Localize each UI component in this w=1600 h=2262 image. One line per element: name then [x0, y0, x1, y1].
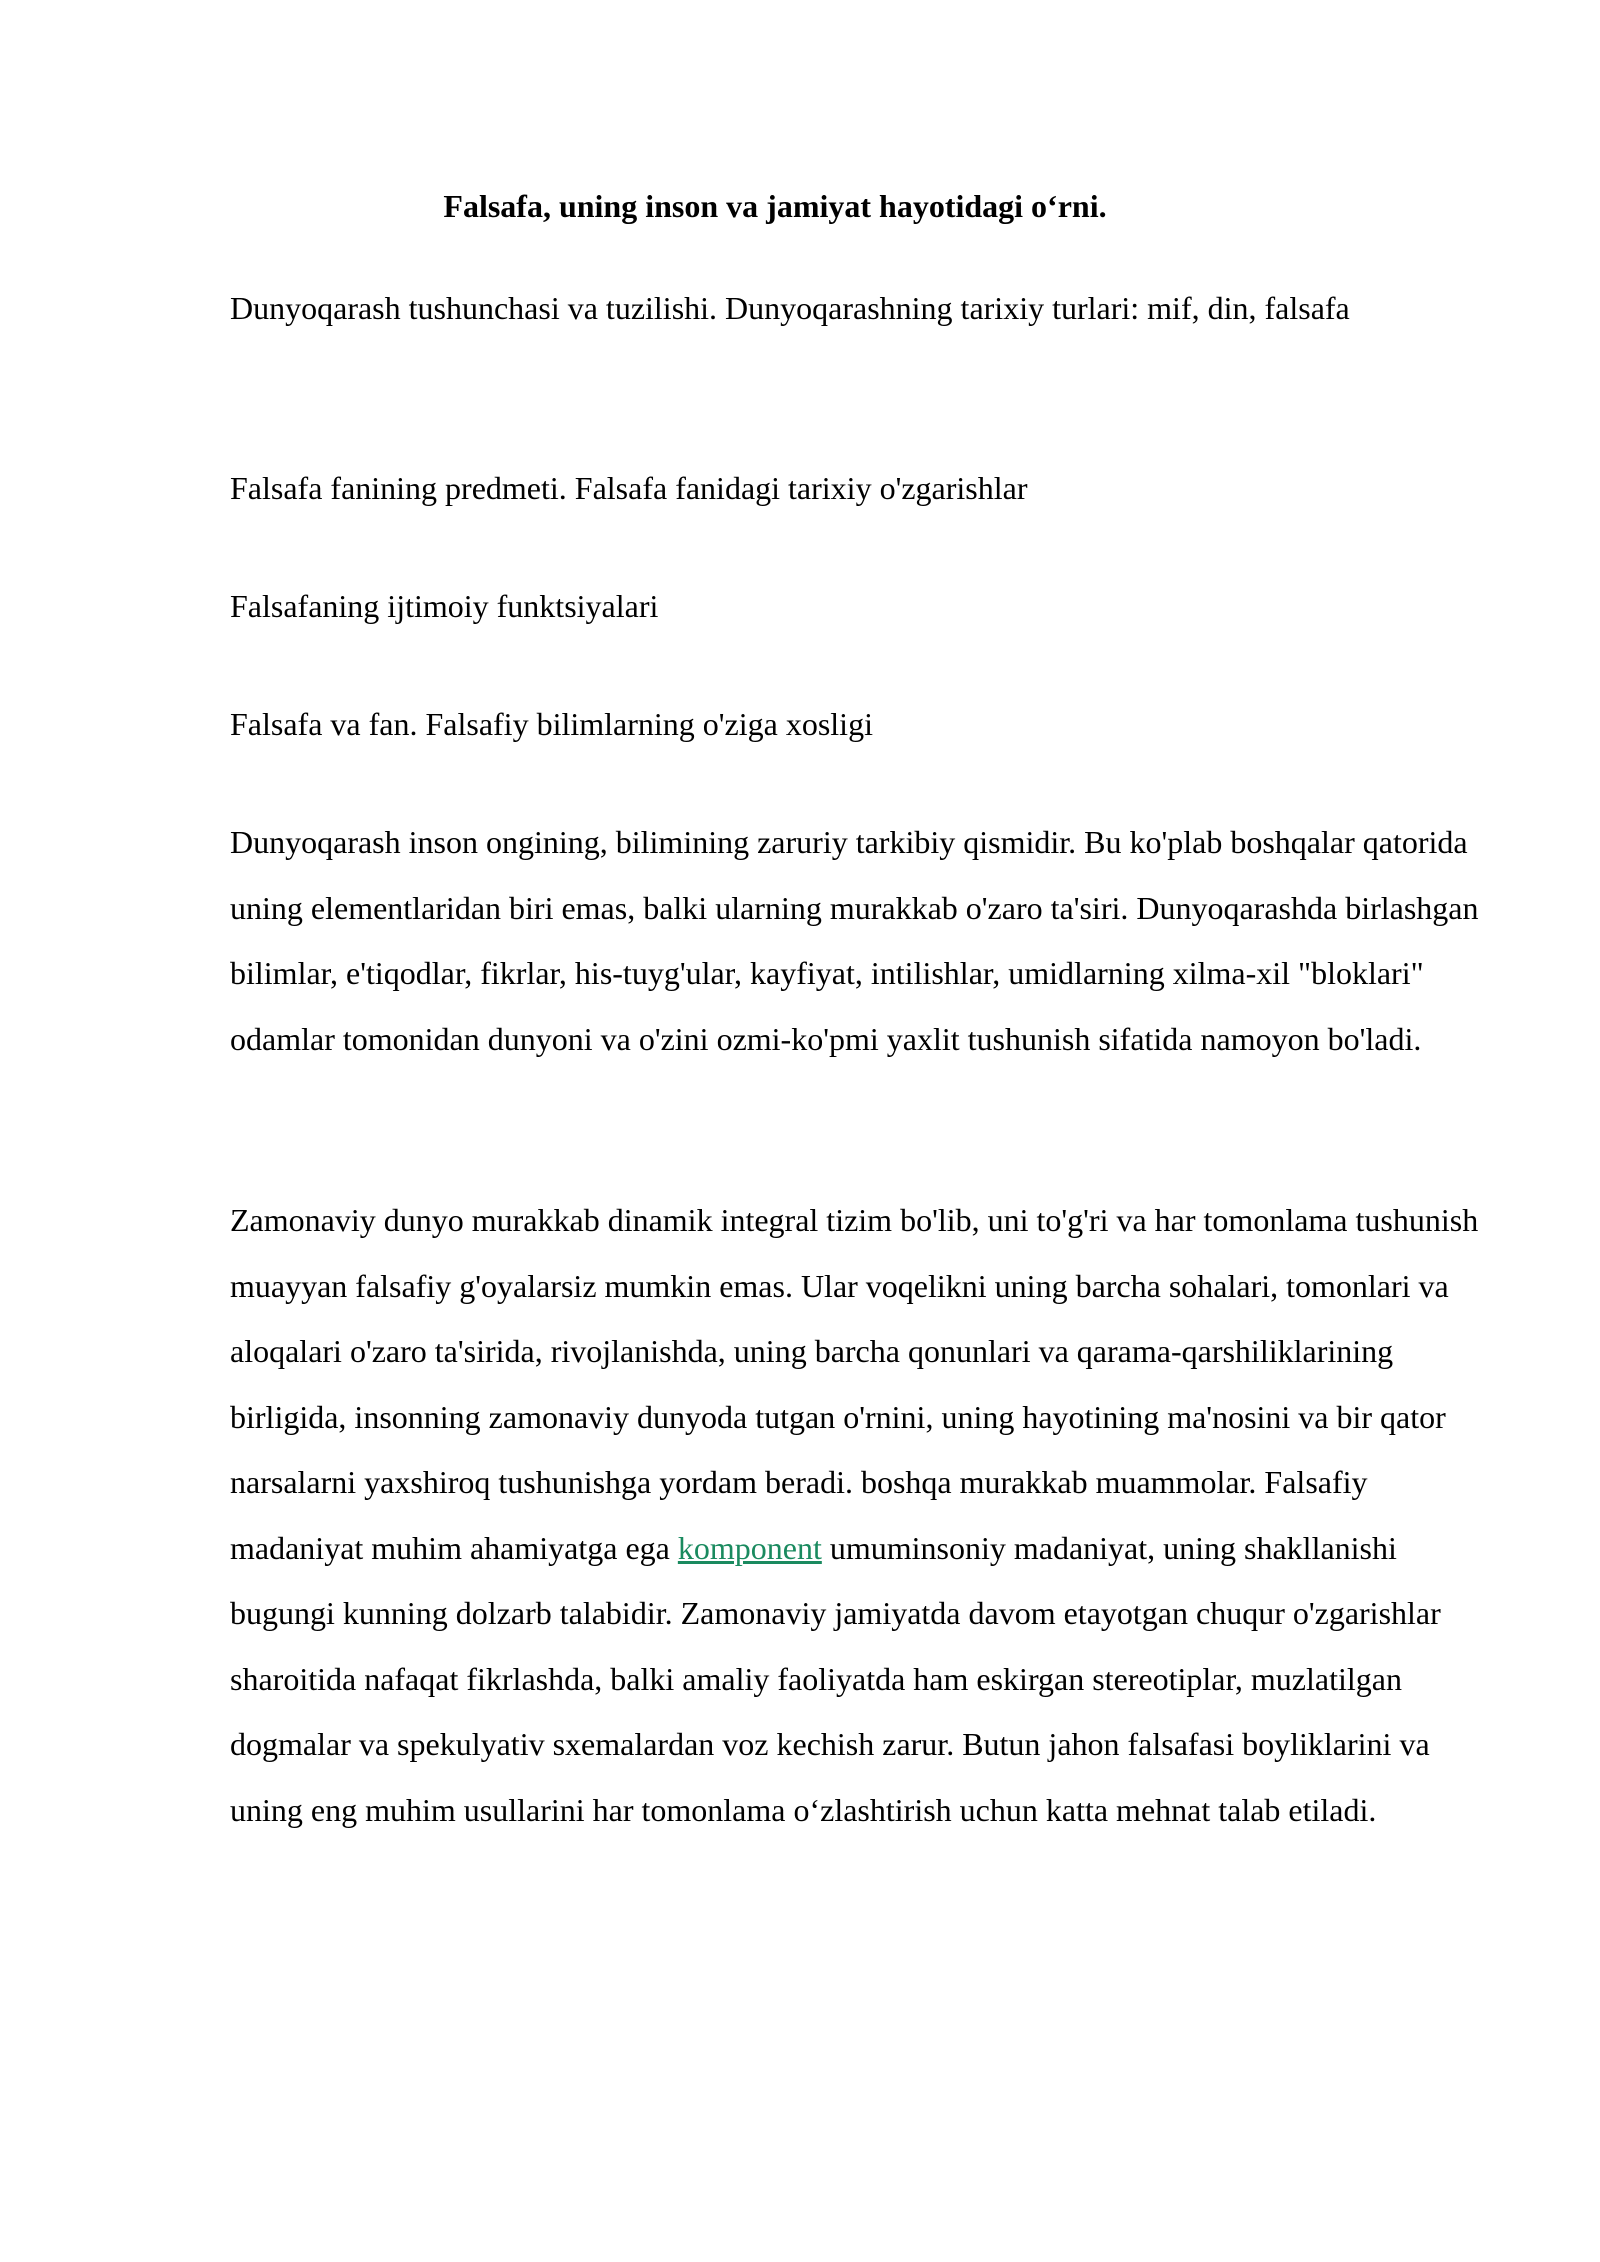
body-paragraph-1: Dunyoqarash inson ongining, bilimining zaruriy tarkibiy qismidir. Bu ko'plab boshqalar qatorida uning elementlaridan biri emas, balki ularning murakkab o'zaro ta'siri. Dunyoqarashda birlashgan bilimlar, e'tiqodlar, fikrlar, his-tuyg'ular, kayfiyat, intilishlar, umidlarning xilma-xil "bloklari" odamlar tomonidan dunyoni va o'zini ozmi-ko'pmi yaxlit tushunish sifatida namoyon bo'ladi.	[230, 824, 1479, 1057]
document-title: Falsafa, uning inson va jamiyat hayotidagi o‘rni.	[443, 188, 1107, 224]
topic-2: Falsafa fanining predmeti. Falsafa fanidagi tarixiy o'zgarishlar	[230, 470, 1028, 506]
paragraph-2-text-after-link: umuminsoniy madaniyat, uning shakllanishi bugungi kunning dolzarb talabidir. Zamonaviy jamiyatda davom etayotgan chuqur o'zgarishlar sharoitida nafaqat fikrlashda, balki amaliy faoliyatda ham eskirgan stereotiplar, muzlatilgan dogmalar va spekulyativ sxemalardan voz kechish zarur. Butun jahon falsafasi boyliklarini va uning eng muhim usullarini har tomonlama o‘zlashtirish uchun katta mehnat talab etiladi.	[230, 1529, 1441, 1828]
topic-3: Falsafaning ijtimoiy funktsiyalari	[230, 588, 659, 624]
paragraph-2-text-before-link: Zamonaviy dunyo murakkab dinamik integral tizim bo'lib, uni to'g'ri va har tomonlama tushunish muayyan falsafiy g'oyalarsiz mumkin emas. Ular voqelikni uning barcha sohalari, tomonlari va aloqalari o'zaro ta'sirida, rivojlanishda, uning barcha qonunlari va qarama-qarshiliklarining birligida, insonning zamonaviy dunyoda tutgan o'rnini, uning hayotining ma'nosini va bir qator narsalarni yaxshiroq tushunishga yordam beradi. boshqa murakkab muammolar. Falsafiy madaniyat muhim ahamiyatga ega	[230, 1202, 1479, 1566]
komponent-link[interactable]: komponent	[677, 1529, 822, 1566]
topic-1: Dunyoqarash tushunchasi va tuzilishi. Dunyoqarashning tarixiy turlari: mif, din, falsafa	[230, 290, 1350, 326]
topic-4: Falsafa va fan. Falsafiy bilimlarning o'ziga xosligi	[230, 706, 873, 742]
body-paragraph-2	[230, 1188, 1495, 1843]
